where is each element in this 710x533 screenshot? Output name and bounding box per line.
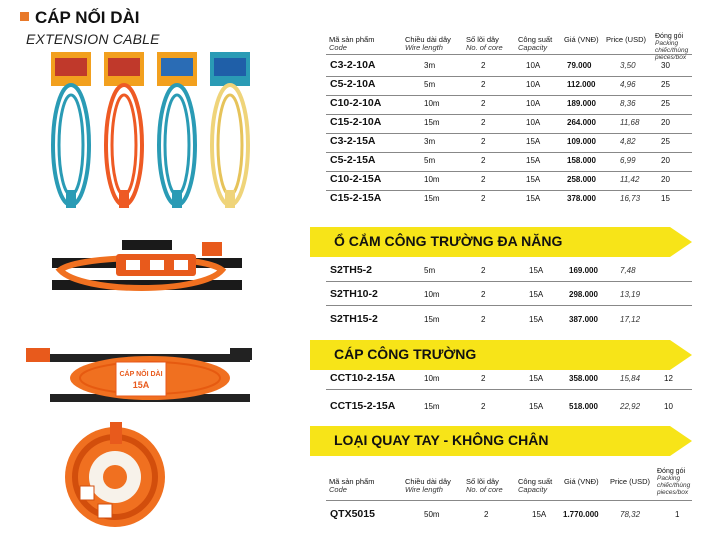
cell-price-usd: 13,19	[620, 290, 641, 299]
col-header-price-vnd: Giá (VNĐ)	[564, 35, 599, 44]
cell-length: 3m	[424, 61, 436, 70]
col-header-length: Chiều dài dây Wire length	[405, 477, 451, 494]
cell-price-usd: 6,99	[620, 156, 636, 165]
cell-price-vnd: 298.000	[569, 290, 598, 299]
cell-capacity: 15A	[529, 402, 544, 411]
cell-price-usd: 78,32	[620, 510, 641, 519]
cell-length: 3m	[424, 137, 436, 146]
cell-price-usd: 4,82	[620, 137, 636, 146]
col-header-code: Mã sản phẩm Code	[329, 477, 375, 494]
cell-length: 5m	[424, 156, 436, 165]
table-row	[0, 311, 710, 330]
cell-price-usd: 8,36	[620, 99, 636, 108]
col-header-packing: Đóng gói Packing chiếc/thùng pieces/box	[657, 468, 691, 496]
cell-capacity: 15A	[526, 194, 541, 203]
cell-packing: 30	[661, 61, 670, 70]
cell-capacity: 15A	[529, 315, 544, 324]
page-title	[20, 8, 140, 28]
title-bullet	[20, 12, 29, 21]
cell-price-usd: 4,96	[620, 80, 636, 89]
cell-code: CCT10-2-15A	[330, 372, 396, 384]
cell-packing: 25	[661, 99, 670, 108]
col-header-cores: Số lõi dây No. of core	[466, 35, 503, 52]
cell-cores: 2	[481, 156, 486, 165]
section-title: Ổ CẮM CÔNG TRƯỜNG ĐA NĂNG	[334, 233, 563, 249]
cell-cores: 2	[481, 315, 486, 324]
cell-length: 10m	[424, 99, 440, 108]
cell-price-vnd: 358.000	[569, 374, 598, 383]
table-row	[0, 95, 710, 114]
cell-code: C10-2-10A	[330, 97, 382, 109]
cell-capacity: 15A	[529, 290, 544, 299]
cell-packing: 12	[664, 374, 673, 383]
reel-label-text: CÁP NỐI DÀI	[119, 371, 163, 378]
cell-capacity: 10A	[526, 99, 541, 108]
cell-packing: 20	[661, 156, 670, 165]
cell-length: 15m	[424, 194, 440, 203]
cell-cores: 2	[481, 194, 486, 203]
cell-cores: 2	[481, 80, 486, 89]
cell-packing: 25	[661, 80, 670, 89]
cell-capacity: 15A	[532, 510, 547, 519]
cell-length: 10m	[424, 175, 440, 184]
reel-amp-text: 15A	[132, 380, 150, 390]
section-banner-multi-socket	[310, 227, 670, 257]
table-row	[0, 398, 710, 417]
cell-price-usd: 22,92	[620, 402, 641, 411]
col-header-capacity: Công suất Capacity	[518, 35, 553, 52]
cell-cores: 2	[481, 266, 486, 275]
table-row	[0, 76, 710, 95]
cell-price-usd: 11,42	[620, 175, 640, 184]
cell-price-vnd: 378.000	[567, 194, 596, 203]
col-header-capacity: Công suất Capacity	[518, 477, 553, 494]
cell-price-vnd: 1.770.000	[563, 510, 599, 519]
table-row	[0, 114, 710, 133]
cell-price-vnd: 264.000	[567, 118, 596, 127]
cell-price-usd: 15,84	[620, 374, 641, 383]
cell-code: QTX5015	[330, 508, 375, 520]
cell-length: 15m	[424, 402, 440, 411]
cell-capacity: 15A	[526, 137, 541, 146]
cell-capacity: 15A	[526, 175, 541, 184]
col-header-packing: Đóng gói Packing chiếc/thùng pieces/box	[655, 33, 689, 61]
header-divider	[326, 500, 692, 501]
cell-price-vnd: 189.000	[567, 99, 596, 108]
cell-cores: 2	[481, 402, 486, 411]
cell-code: C3-2-15A	[330, 135, 376, 147]
cell-cores: 2	[484, 510, 489, 519]
cell-capacity: 10A	[526, 80, 541, 89]
cell-length: 15m	[424, 118, 440, 127]
cell-length: 15m	[424, 315, 440, 324]
cell-capacity: 15A	[526, 156, 541, 165]
cell-price-usd: 7,48	[620, 266, 636, 275]
section-banner-site-cable	[310, 340, 670, 370]
cell-cores: 2	[481, 61, 486, 70]
banner-arrow	[670, 227, 692, 257]
cell-packing: 20	[661, 175, 670, 184]
cell-cores: 2	[481, 99, 486, 108]
cell-price-vnd: 169.000	[569, 266, 598, 275]
cell-cores: 2	[481, 290, 486, 299]
table-row	[0, 370, 710, 389]
banner-arrow	[670, 340, 692, 370]
table-row	[0, 171, 710, 190]
cell-price-vnd: 518.000	[569, 402, 598, 411]
cell-packing: 1	[675, 510, 680, 519]
cell-code: C10-2-15A	[330, 173, 382, 185]
cell-packing: 20	[661, 118, 670, 127]
cell-cores: 2	[481, 374, 486, 383]
table-row	[0, 152, 710, 171]
row-divider	[326, 389, 692, 390]
cell-price-vnd: 158.000	[567, 156, 596, 165]
cell-packing: 15	[661, 194, 670, 203]
table-row	[0, 133, 710, 152]
cell-price-usd: 3,50	[620, 61, 636, 70]
table-row	[0, 57, 710, 76]
table-row	[0, 286, 710, 305]
cell-capacity: 10A	[526, 61, 541, 70]
cell-code: C15-2-10A	[330, 116, 382, 128]
cell-capacity: 15A	[529, 266, 544, 275]
table-row	[0, 190, 710, 209]
cell-capacity: 10A	[526, 118, 541, 127]
col-header-price-usd: Price (USD)	[606, 35, 647, 44]
cell-length: 50m	[424, 510, 440, 519]
cell-price-usd: 11,68	[620, 118, 640, 127]
cell-price-usd: 16,73	[620, 194, 641, 203]
cell-cores: 2	[481, 175, 486, 184]
cell-code: C5-2-10A	[330, 78, 376, 90]
section-title: LOẠI QUAY TAY - KHÔNG CHÂN	[334, 432, 549, 448]
cell-code: S2TH15-2	[330, 313, 378, 325]
cell-price-vnd: 387.000	[569, 315, 598, 324]
cell-length: 10m	[424, 374, 440, 383]
cell-capacity: 15A	[529, 374, 544, 383]
cell-packing: 10	[664, 402, 673, 411]
header-divider	[326, 54, 692, 55]
col-header-length: Chiều dài dây Wire length	[405, 35, 451, 52]
cell-length: 5m	[424, 80, 436, 89]
cell-price-vnd: 79.000	[567, 61, 592, 70]
cell-length: 10m	[424, 290, 440, 299]
cell-cores: 2	[481, 118, 486, 127]
section-title: CÁP CÔNG TRƯỜNG	[334, 346, 477, 362]
row-divider	[326, 305, 692, 306]
cell-price-vnd: 258.000	[567, 175, 596, 184]
section-banner-hand-reel	[310, 426, 670, 456]
table-row	[0, 262, 710, 281]
cell-price-vnd: 112.000	[567, 80, 596, 89]
col-header-cores: Số lõi dây No. of core	[466, 477, 503, 494]
cell-price-usd: 17,12	[620, 315, 641, 324]
row-divider	[326, 281, 692, 282]
cell-code: S2TH10-2	[330, 288, 378, 300]
cell-code: CCT15-2-15A	[330, 400, 396, 412]
cell-code: C15-2-15A	[330, 192, 382, 204]
col-header-price-vnd: Giá (VNĐ)	[564, 477, 599, 486]
col-header-code: Mã sản phẩm Code	[329, 35, 375, 52]
col-header-price-usd: Price (USD)	[610, 477, 651, 486]
cell-code: C3-2-10A	[330, 59, 376, 71]
banner-arrow	[670, 426, 692, 456]
cell-length: 5m	[424, 266, 436, 275]
cell-code: S2TH5-2	[330, 264, 373, 276]
page-subtitle: EXTENSION CABLE	[26, 31, 160, 47]
cell-packing: 25	[661, 137, 670, 146]
cell-price-vnd: 109.000	[567, 137, 596, 146]
table-row	[0, 506, 710, 525]
cell-code: C5-2-15A	[330, 154, 376, 166]
title-text: CÁP NỐI DÀI	[35, 8, 140, 27]
cell-cores: 2	[481, 137, 486, 146]
